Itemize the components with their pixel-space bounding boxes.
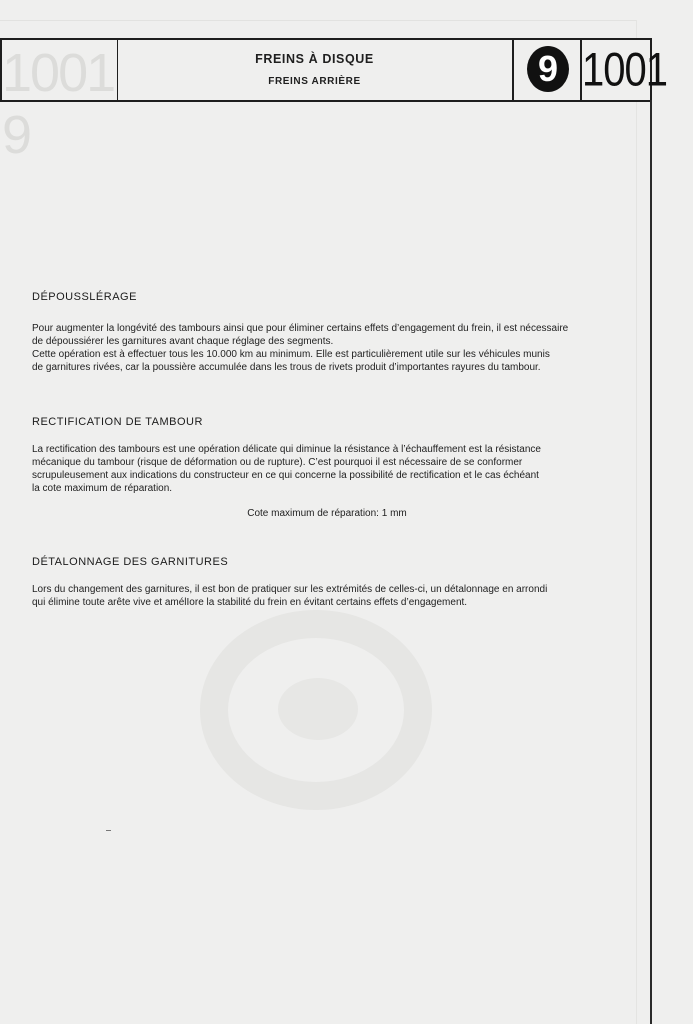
chapter-badge: 9 (527, 46, 569, 92)
page-subtitle: FREINS ARRIÈRE (268, 76, 361, 87)
max-repair-dimension: Cote maximum de réparation: 1 mm (247, 508, 407, 519)
show-through-page-mark: 1001 9 (2, 43, 115, 165)
header-left-panel (2, 40, 118, 165)
paper-speck (106, 830, 111, 831)
page-number: 1001 (582, 44, 667, 96)
paragraph-line: La rectification des tambours est une opération délicate qui diminue la résistance à l’échauffement est la résistance (32, 444, 541, 455)
section-detalonnage (32, 556, 622, 609)
paragraph-line: mécanique du tambour (risque de déformation ou de rupture). C’est pourquoi il est nécessaire de se conformer (32, 457, 523, 468)
paragraph-line: Cette opération est à effectuer tous les 10.000 km au minimum. Elle est particulièrement utile sur les véhicules munis (32, 349, 550, 360)
section-title: RECTIFICATION DE TAMBOUR (32, 416, 203, 428)
chapter-badge-cell (512, 40, 582, 100)
paragraph-line: de dépoussiérer les garnitures avant chaque réglage des segments. (32, 336, 334, 347)
page-frame-right (650, 100, 652, 1024)
header-title-block (117, 40, 512, 100)
paragraph-line: de garnitures rivées, car la poussière accumulée dans les trous de rivets produit d’importantes rayures du tambour. (32, 362, 541, 373)
paragraph-line: scrupuleusement aux indications du constructeur en ce qui concerne la possibilité de rectification et le cas échéant (32, 470, 539, 481)
paragraph-line: qui élimine toute arête vive et amélIore la stabilité du frein en évitant certains effets d’engagement. (32, 597, 468, 608)
show-through-border (636, 20, 637, 1024)
show-through-disc-illustration (200, 610, 432, 810)
paragraph-line: Lors du changement des garnitures, il est bon de pratiquer sur les extrémités de celles-ci, un détalonnage en arrondi (32, 584, 548, 595)
paragraph-line: la cote maximum de réparation. (32, 483, 173, 494)
page-title: FREINS À DISQUE (255, 52, 374, 66)
section-depoussierage (32, 291, 622, 374)
section-title: DÉTALONNAGE DES GARNITURES (32, 556, 229, 568)
show-through-rule (0, 20, 636, 21)
paragraph-line: Pour augmenter la longévité des tambours ainsi que pour éliminer certains effets d’engagement du frein, il est nécessaire (32, 323, 569, 334)
section-title: DÉPOUSSLÉRAGE (32, 291, 137, 303)
page-header (0, 38, 667, 165)
section-rectification (32, 416, 622, 519)
